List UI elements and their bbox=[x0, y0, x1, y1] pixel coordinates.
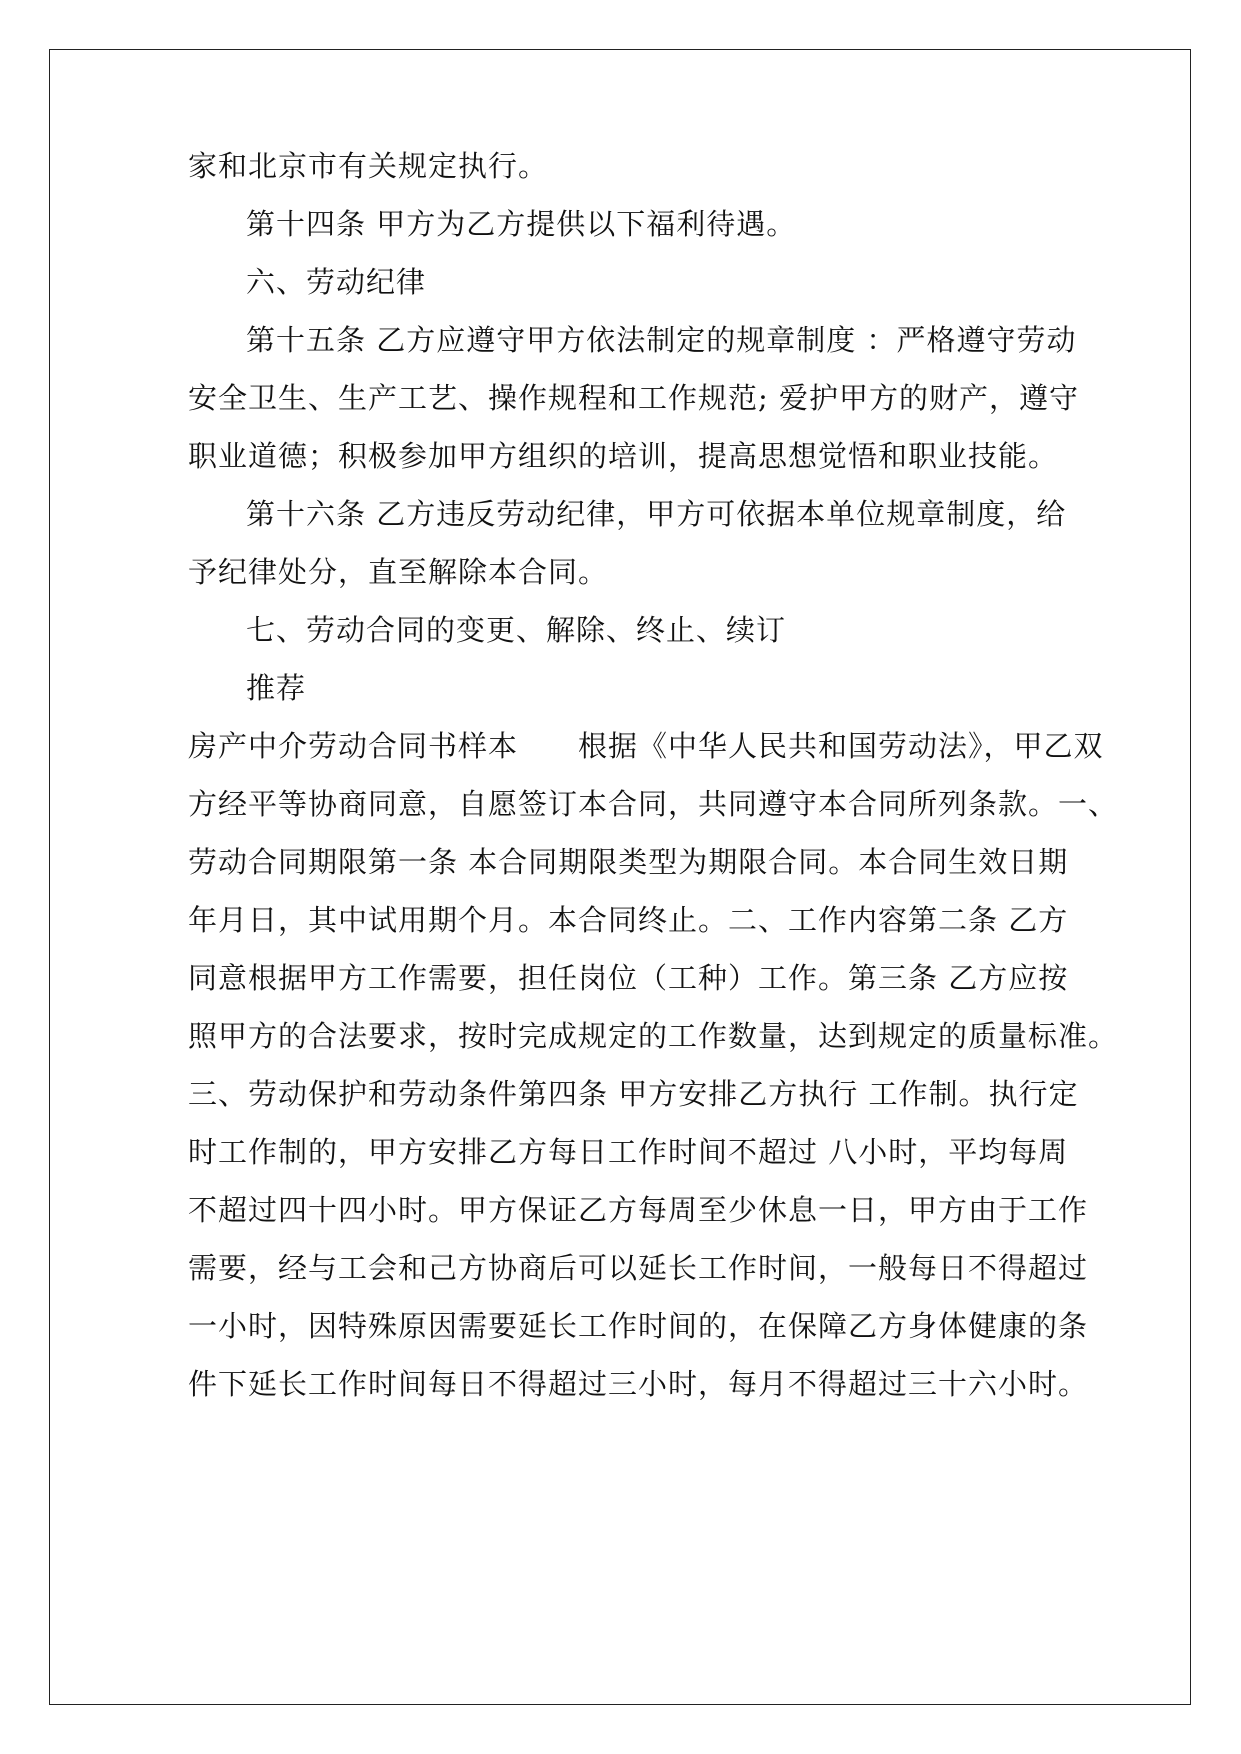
section-heading-labor-discipline: 六、劳动纪律 bbox=[246, 265, 427, 299]
article-14-line: 第十四条 甲方为乙方提供以下福利待遇。 bbox=[246, 207, 797, 241]
article-15-line-1: 第十五条 乙方应遵守甲方依法制定的规章制度 ：严格遵守劳动 bbox=[246, 323, 1077, 357]
sample-contract-line-12: 件下延长工作时间每日不得超过三小时，每月不得超过三十六小时。 bbox=[188, 1367, 1089, 1401]
article-15-line-3: 职业道德；积极参加甲方组织的培训，提高思想觉悟和职业技能。 bbox=[188, 439, 1059, 473]
sample-contract-line-10: 需要，经与工会和己方协商后可以延长工作时间，一般每日不得超过 bbox=[188, 1251, 1089, 1285]
sample-contract-line-4: 年月日，其中试用期个月。本合同终止。二、工作内容第二条 乙方 bbox=[188, 903, 1069, 937]
sample-contract-line-1: 房产中介劳动合同书样本 根据《中华人民共和国劳动法》，甲乙双 bbox=[188, 729, 1104, 763]
article-16-line-2: 予纪律处分，直至解除本合同。 bbox=[188, 555, 609, 589]
recommend-label: 推荐 bbox=[246, 671, 307, 705]
sample-contract-line-9: 不超过四十四小时。甲方保证乙方每周至少休息一日，甲方由于工作 bbox=[188, 1193, 1089, 1227]
sample-contract-line-3: 劳动合同期限第一条 本合同期限类型为期限合同。本合同生效日期 bbox=[188, 845, 1069, 879]
sample-contract-line-2: 方经平等协商同意，自愿签订本合同，共同遵守本合同所列条款。一、 bbox=[188, 787, 1119, 821]
article-15-line-2: 安全卫生、生产工艺、操作规程和工作规范; 爱护甲方的财产，遵守 bbox=[188, 381, 1079, 415]
sample-contract-line-6: 照甲方的合法要求，按时完成规定的工作数量，达到规定的质量标准。 bbox=[188, 1019, 1119, 1053]
section-heading-contract-changes: 七、劳动合同的变更、解除、终止、续订 bbox=[246, 613, 787, 647]
sample-contract-line-11: 一小时，因特殊原因需要延长工作时间的，在保障乙方身体健康的条 bbox=[188, 1309, 1089, 1343]
sample-contract-line-8: 时工作制的，甲方安排乙方每日工作时间不超过 八小时，平均每周 bbox=[188, 1135, 1069, 1169]
text-line-1: 家和北京市有关规定执行。 bbox=[188, 149, 549, 183]
article-16-line-1: 第十六条 乙方违反劳动纪律，甲方可依据本单位规章制度，给 bbox=[246, 497, 1067, 531]
sample-contract-line-5: 同意根据甲方工作需要，担任岗位（工种）工作。第三条 乙方应按 bbox=[188, 961, 1069, 995]
sample-contract-line-7: 三、劳动保护和劳动条件第四条 甲方安排乙方执行 工作制。执行定 bbox=[188, 1077, 1079, 1111]
